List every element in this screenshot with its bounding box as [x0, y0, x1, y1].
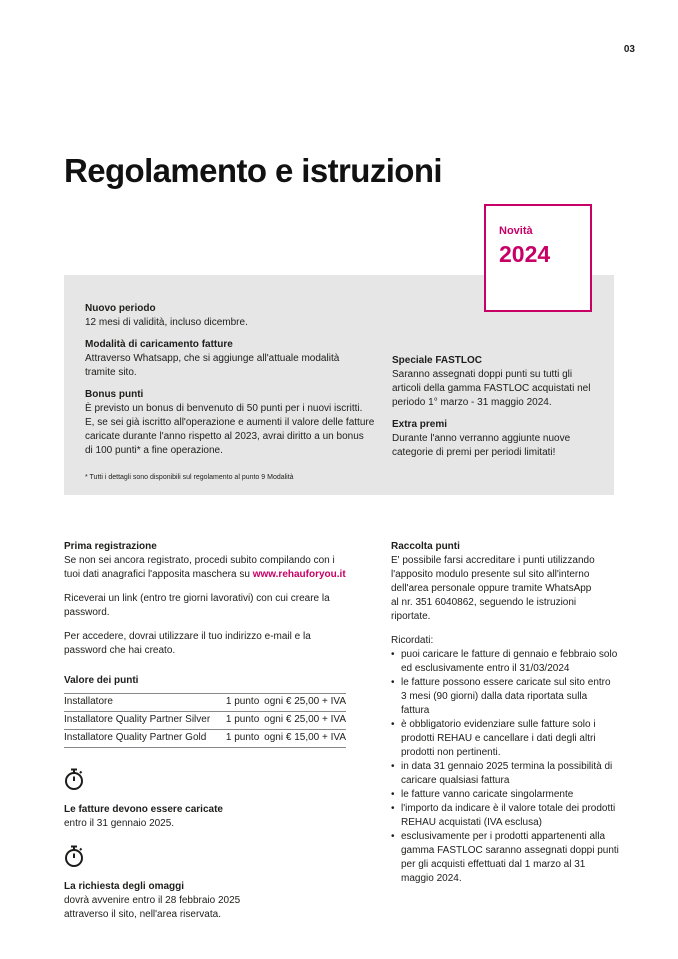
table-cell: 1 punto: [216, 730, 261, 748]
list-item: [391, 676, 619, 718]
text-line: gamma FASTLOC saranno assegnati doppi punti: [401, 845, 619, 856]
table-cell: Installatore Quality Partner Gold: [64, 730, 216, 748]
table-cell: 1 punto: [216, 712, 261, 730]
news-line: periodo 1° marzo - 31 maggio 2024.: [392, 397, 552, 408]
footnote: * Tutti i dettagli sono disponibili sul regolamento al punto 9 Modalità: [85, 474, 294, 481]
news-block-fastloc: [392, 354, 604, 410]
text-line: al nr. 351 6040862, seguendo le istruzioni: [391, 597, 577, 608]
text-line: per gli acquisti effettuati dal 1 marzo al 31: [401, 859, 586, 870]
text-line: caricare qualsiasi fattura: [401, 775, 510, 786]
text-line: dell'area personale oppure tramite WhatsApp: [391, 583, 592, 594]
access-paragraph: [64, 630, 349, 658]
deadline-invoices-text: entro il 31 gennaio 2025.: [64, 818, 175, 829]
link-paragraph: [64, 592, 349, 620]
table-row: [64, 694, 346, 712]
news-line: categorie di premi per periodi limitati!: [392, 447, 556, 458]
text-line: • esclusivamente per i prodotti appartenenti alla: [401, 831, 606, 842]
text-line: password.: [64, 607, 110, 618]
news-line: articoli della gamma FASTLOC acquistati nel: [392, 383, 591, 394]
text-line: maggio 2024.: [401, 873, 462, 884]
table-cell: 1 punto: [216, 694, 261, 712]
news-heading: Bonus punti: [85, 389, 144, 400]
news-heading: Extra premi: [392, 419, 448, 430]
text-line: [64, 568, 349, 582]
news-block-bonus: [85, 388, 375, 458]
text-line: password che hai creato.: [64, 645, 176, 656]
news-block-upload: [85, 338, 375, 380]
points-value-heading: Valore dei punti: [64, 675, 139, 686]
news-line: 12 mesi di validità, incluso dicembre.: [85, 317, 248, 328]
list-item: [391, 830, 619, 886]
text-line: l'apposito modulo presente sul sito all'interno: [391, 569, 590, 580]
reminder-label: Ricordati:: [391, 635, 434, 646]
table-row: [64, 712, 346, 730]
text-line: • le fatture vanno caricate singolarmente: [401, 789, 574, 800]
news-block-period: [85, 302, 375, 330]
news-line: caricate durante l'anno rispetto al 2023, avrai diritto a un bonus: [85, 431, 364, 442]
deadline-gifts-text: dovrà avvenire entro il 28 febbraio 2025: [64, 895, 241, 906]
collection-paragraph: [391, 554, 619, 624]
rehau-link[interactable]: www.rehauforyou.it: [252, 569, 346, 580]
right-column: [391, 540, 619, 886]
badge-year: 2024: [499, 241, 551, 268]
list-item: [391, 760, 619, 788]
news-right-column: [392, 354, 604, 468]
reminder-list: [391, 648, 619, 886]
news-line: Saranno assegnati doppi punti su tutti gli: [392, 369, 573, 380]
text-line: • le fatture possono essere caricate sul sito entro: [401, 677, 611, 688]
text-line: riportate.: [391, 611, 431, 622]
news-line: Attraverso Whatsapp, che si aggiunge all'attuale modalità: [85, 353, 340, 364]
text-line: REHAU acquistati (IVA esclusa): [401, 817, 542, 828]
table-row: [64, 730, 346, 748]
list-item: [391, 788, 619, 802]
text-line: • è obbligatorio evidenziare sulle fatture solo i: [401, 719, 596, 730]
registration-paragraph: [64, 554, 349, 582]
text-line: • puoi caricare le fatture di gennaio e febbraio solo: [401, 649, 618, 660]
list-item: [391, 718, 619, 760]
text-span: tuoi dati anagrafici l'apposita maschera su: [64, 569, 253, 580]
news-line: E, se sei già iscritto all'operazione e aumenti il valore delle fatture: [85, 417, 375, 428]
text-line: E' possibile farsi accreditare i punti utilizzando: [391, 555, 595, 566]
text-line: • l'importo da indicare è il valore totale dei prodotti: [401, 803, 616, 814]
news-left-column: [85, 302, 375, 466]
table-cell: ogni € 25,00 + IVA: [261, 694, 346, 712]
news-block-extra: [392, 418, 604, 460]
novita-badge: [484, 204, 592, 312]
text-line: ed esclusivamente entro il 31/03/2024: [401, 663, 570, 674]
deadline-gifts-text: attraverso il sito, nell'area riservata.: [64, 909, 221, 920]
text-line: prodotti non pertinenti.: [401, 747, 501, 758]
news-line: È previsto un bonus di benvenuto di 50 punti per i nuovi iscritti.: [85, 403, 363, 414]
deadline-gifts-heading: La richiesta degli omaggi: [64, 881, 185, 892]
news-line: Durante l'anno verranno aggiunte nuove: [392, 433, 571, 444]
list-item: [391, 802, 619, 830]
registration-heading: Prima registrazione: [64, 541, 157, 552]
page-number: 03: [623, 44, 635, 55]
text-line: fattura: [401, 705, 430, 716]
text-line: 3 mesi (90 giorni) dalla data riportata sulla: [401, 691, 588, 702]
collection-heading: Raccolta punti: [391, 541, 460, 552]
text-line: Per accedere, dovrai utilizzare il tuo indirizzo e-mail e la: [64, 631, 311, 642]
news-line: tramite sito.: [85, 367, 137, 378]
deadline-invoices-heading: Le fatture devono essere caricate: [64, 804, 223, 815]
table-cell: Installatore: [64, 694, 216, 712]
stopwatch-icon: [64, 845, 84, 867]
news-line: di 100 punti* a fine operazione.: [85, 445, 223, 456]
text-line: prodotti REHAU e cancellare i dati degli altri: [401, 733, 596, 744]
table-cell: ogni € 25,00 + IVA: [261, 712, 346, 730]
news-heading: Speciale FASTLOC: [392, 355, 483, 366]
page-title: Regolamento e istruzioni: [64, 152, 442, 189]
badge-label: Novità: [499, 225, 533, 237]
news-heading: Modalità di caricamento fatture: [85, 339, 233, 350]
text-line: • in data 31 gennaio 2025 termina la possibilità di: [401, 761, 613, 772]
table-cell: ogni € 15,00 + IVA: [261, 730, 346, 748]
news-heading: Nuovo periodo: [85, 303, 156, 314]
list-item: [391, 648, 619, 676]
left-column: [64, 540, 349, 922]
text-line: Riceverai un link (entro tre giorni lavorativi) con cui creare la: [64, 593, 330, 604]
stopwatch-icon: [64, 768, 84, 790]
text-line: Se non sei ancora registrato, procedi subito compilando con i: [64, 555, 335, 566]
points-table: [64, 693, 346, 748]
table-cell: Installatore Quality Partner Silver: [64, 712, 216, 730]
